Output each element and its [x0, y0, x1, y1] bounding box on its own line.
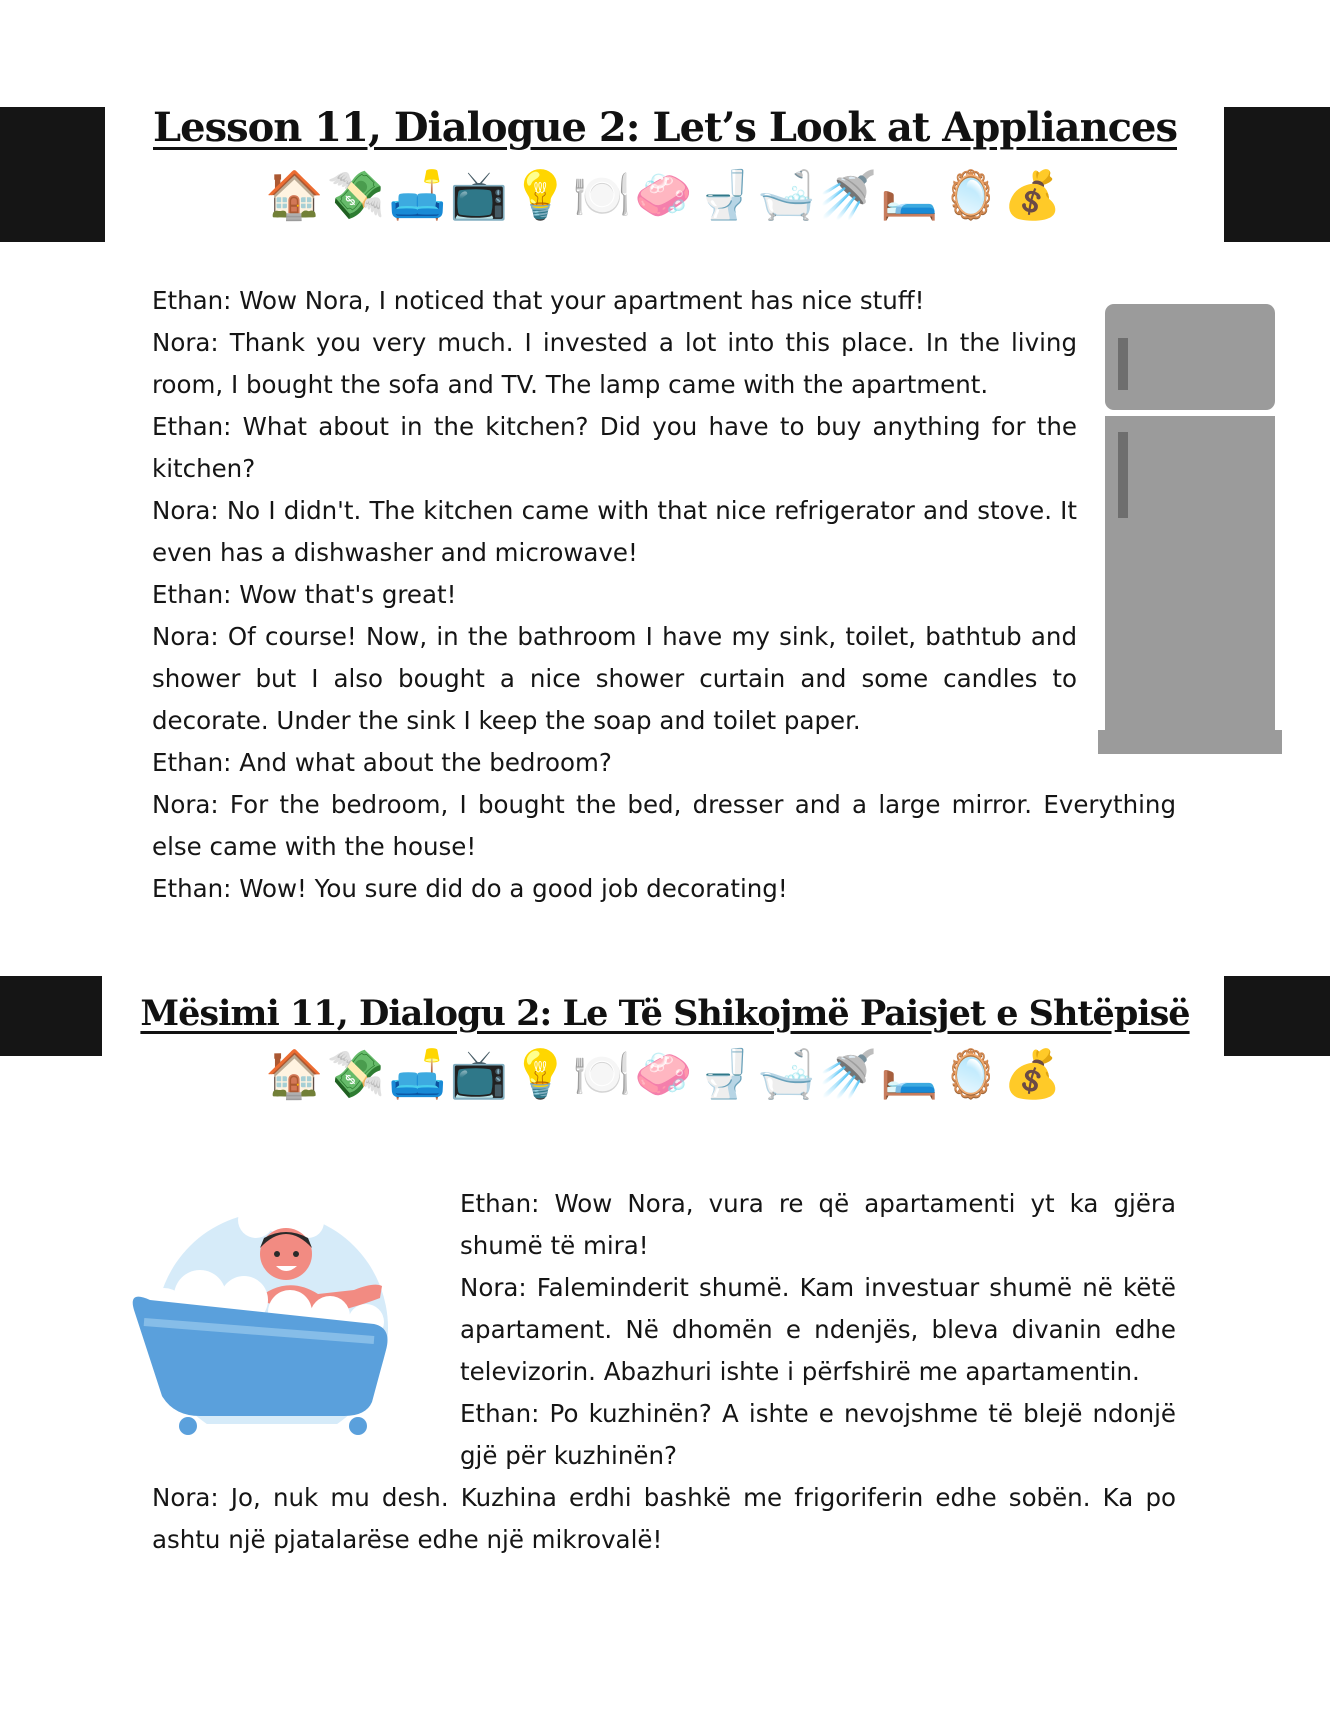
dialogue-line: Ethan: Wow Nora, I noticed that your apartment has nice stuff!: [152, 286, 925, 315]
bathtub-illustration: [104, 1190, 440, 1452]
dialogue-sq-full: [152, 1477, 1176, 1561]
dialogue-line: Ethan: And what about the bedroom?: [152, 748, 612, 777]
lesson-title-en: Lesson 11, Dialogue 2: Let’s Look at Appliances: [153, 104, 1177, 151]
dialogue-en-wrapped: [152, 280, 1077, 784]
lesson-title-sq: Mësimi 11, Dialogu 2: Le Të Shikojmë Paisjet e Shtëpisë: [140, 993, 1190, 1034]
dialogue-line: Nora: For the bedroom, I bought the bed, dresser and a large mirror. Everything else came with the house!: [152, 790, 1176, 861]
dialogue-line: Ethan: Wow that's great!: [152, 580, 457, 609]
dialogue-line: Nora: Thank you very much. I invested a lot into this place. In the living room, I bought the sofa and TV. The lamp came with the apartment.: [152, 328, 1077, 399]
emoji-row-en: 🏠💸🛋️📺💡🍽️🧼🚽🛁🚿🛏️🪞💰: [265, 168, 1065, 223]
dialogue-line: Nora: No I didn't. The kitchen came with that nice refrigerator and stove. It even has a dishwasher and microwave!: [152, 496, 1077, 567]
refrigerator-icon: [1098, 302, 1282, 754]
dialogue-line: Ethan: What about in the kitchen? Did you have to buy anything for the kitchen?: [152, 412, 1077, 483]
dialogue-line: Nora: Faleminderit shumë. Kam investuar shumë në këtë apartament. Në dhomën e ndenjës, bleva divanin edhe televizorin. Abazhuri ishte i përfshirë me apartamentin.: [460, 1273, 1176, 1386]
dialogue-line: Ethan: Po kuzhinën? A ishte e nevojshme të blejë ndonjë gjë për kuzhinën?: [460, 1399, 1176, 1470]
dialogue-line: Nora: Of course! Now, in the bathroom I have my sink, toilet, bathtub and shower but I also bought a nice shower curtain and some candles to decorate. Under the sink I keep the soap and toilet paper.: [152, 622, 1077, 735]
dialogue-en-full: [152, 784, 1176, 910]
dialogue-sq-wrapped: [460, 1183, 1176, 1477]
dialogue-line: Ethan: Wow! You sure did do a good job decorating!: [152, 874, 788, 903]
dialogue-line: Ethan: Wow Nora, vura re që apartamenti yt ka gjëra shumë të mira!: [460, 1189, 1176, 1260]
emoji-row-sq: 🏠💸🛋️📺💡🍽️🧼🚽🛁🚿🛏️🪞💰: [265, 1047, 1065, 1102]
dialogue-line: Nora: Jo, nuk mu desh. Kuzhina erdhi bashkë me frigoriferin edhe sobën. Ka po ashtu një pjatalarëse edhe një mikrovalë!: [152, 1483, 1176, 1554]
